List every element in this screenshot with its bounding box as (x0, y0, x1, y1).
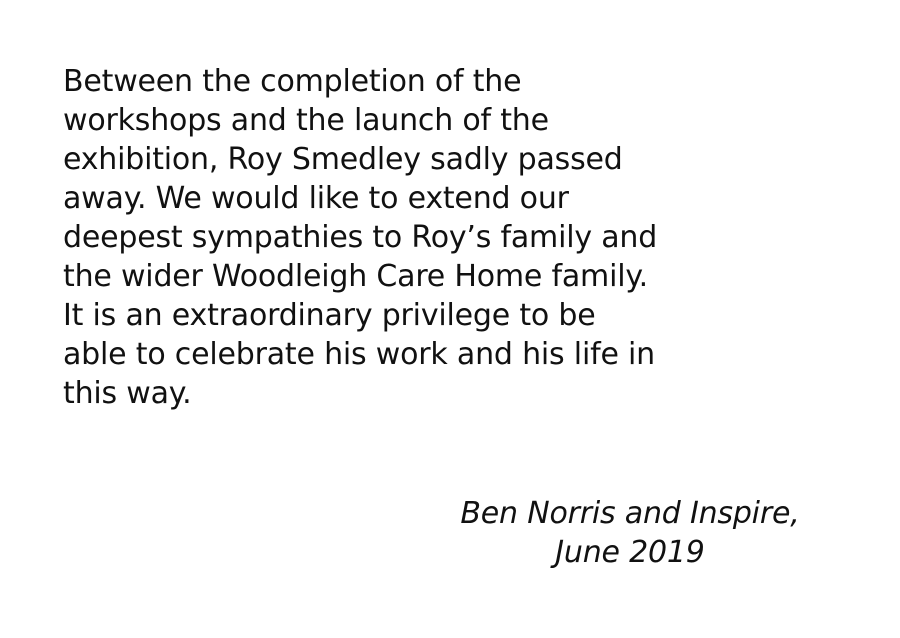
message-line: exhibition, Roy Smedley sadly passed (63, 142, 623, 177)
message-line: the wider Woodleigh Care Home family. (63, 259, 648, 294)
signature-name: Ben Norris and Inspire, (460, 496, 800, 531)
message-line: deepest sympathies to Roy’s family and (63, 220, 658, 255)
signature-block (410, 494, 850, 572)
message-line: this way. (63, 376, 192, 411)
message-line: workshops and the launch of the (63, 103, 549, 138)
message-line: away. We would like to extend our (63, 181, 569, 216)
signature-date: June 2019 (555, 535, 705, 570)
message-line: It is an extraordinary privilege to be (63, 298, 596, 333)
message-line: able to celebrate his work and his life in (63, 337, 655, 372)
tribute-message (63, 62, 843, 413)
message-line: Between the completion of the (63, 64, 522, 99)
